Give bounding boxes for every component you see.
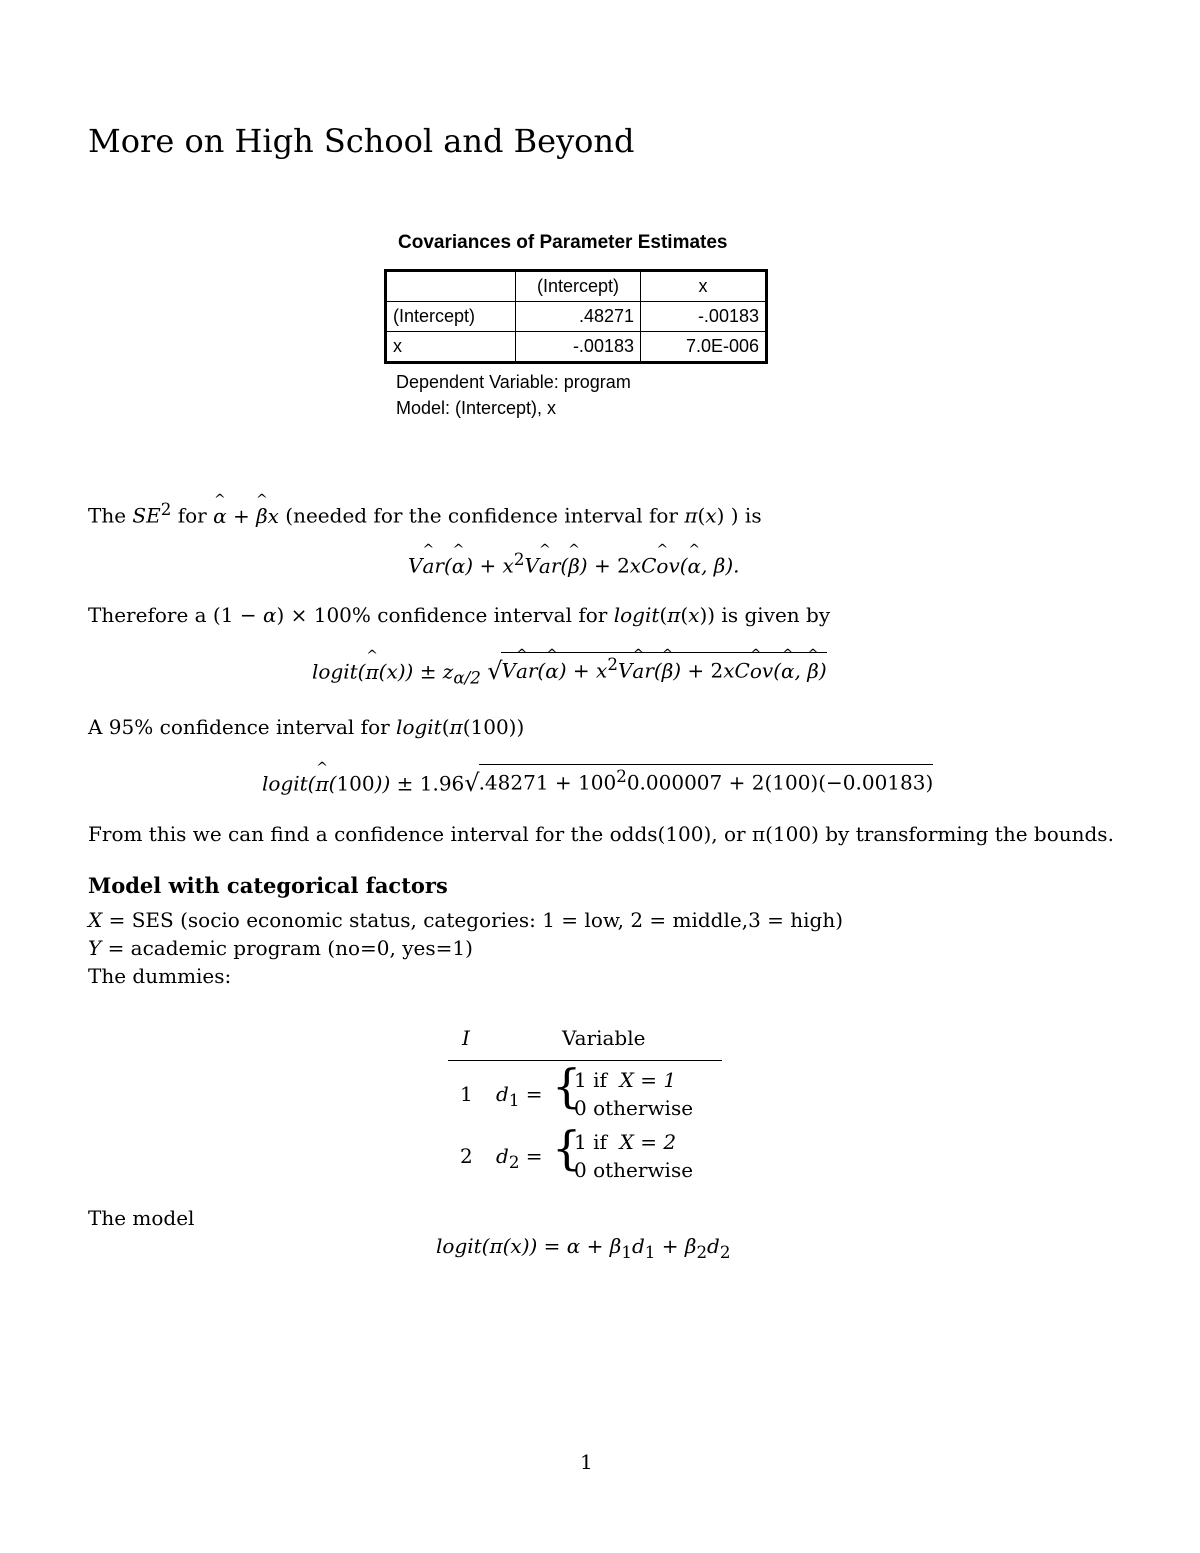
ci-formula: logit(^ $\pi(x)) \pm z_{\alpha/2}$ √ V^ ar(^ $\alpha) + x^2V\^{}$ ar(^ β) + 2xC^ ov(^ α, ^ β) <box>312 652 827 688</box>
header-cell <box>386 271 516 302</box>
model-formula: logit(π(x)) = $\alpha + \beta_1d_1 + \beta_2d_2$ <box>436 1234 731 1262</box>
text: is given by <box>721 603 831 627</box>
column-header: Variable <box>562 1026 646 1050</box>
dependent-variable-note: Dependent Variable: program <box>396 372 631 392</box>
row-label: x <box>386 332 516 363</box>
covariance-caption: Covariances of Parameter Estimates <box>398 232 728 253</box>
page-number: 1 <box>580 1450 593 1474</box>
header-cell: (Intercept) <box>516 271 641 302</box>
table-row <box>448 1061 722 1123</box>
y-definition: Y = academic program (no=0, yes=1) <box>88 936 473 960</box>
row-number: 2 <box>460 1144 473 1168</box>
text: 0.000007 + 2(100)(−0.00183) <box>626 770 934 795</box>
model-label: The model <box>88 1206 195 1230</box>
table-cell: 7.0E-006 <box>641 332 767 363</box>
if-case: 1 if X = 2 <box>574 1130 677 1154</box>
text: (needed for the confidence interval for <box>285 503 678 528</box>
dummies-label: The dummies: <box>88 964 232 988</box>
dummies-table <box>448 1022 722 1185</box>
x-definition: X = SES (socio economic status, categories: 1 = low, 2 = middle,3 = high) <box>88 908 844 932</box>
section-heading: Model with categorical factors <box>88 873 448 898</box>
therefore-sentence: Therefore a (1 − α) × 100% confidence interval for logit(π(x)) is given by <box>88 603 831 627</box>
text: = academic program (no=0, yes=1) <box>107 936 473 960</box>
model-note: Model: (Intercept), x <box>396 398 557 418</box>
ci95-formula: logit(^ π(100)) ± 1.96 √ $.48271 + 100^20.000007 + 2(100)(-0.00183)$ <box>262 764 933 796</box>
table-row <box>386 332 767 363</box>
table-row <box>448 1123 722 1185</box>
page-title: More on High School and Beyond <box>88 122 635 160</box>
table-header-row <box>386 271 767 302</box>
row-number: 1 <box>460 1082 473 1106</box>
table-cell: .48271 <box>516 302 641 332</box>
table-row <box>386 302 767 332</box>
se-sentence: The $SE^2$ for ^ α + ^ βx (needed for the confidence interval for π(x) ) is <box>88 500 762 528</box>
text: A 95% confidence interval for <box>88 715 390 739</box>
text: = SES (socio economic status, categories: 1 = low, 2 = middle,3 = high) <box>108 908 844 932</box>
text: Therefore a <box>88 603 207 627</box>
row-label: (Intercept) <box>386 302 516 332</box>
transform-sentence: From this we can find a confidence interval for the odds(100), or π(100) by transforming the bounds. <box>88 822 1114 846</box>
table-cell: -.00183 <box>641 302 767 332</box>
dummies-header <box>448 1022 722 1061</box>
table-cell: -.00183 <box>516 332 641 363</box>
ci95-sentence: A 95% confidence interval for logit(π(100)) <box>88 715 525 739</box>
dummy-variable: $d_1$ = <box>496 1082 543 1110</box>
header-cell: x <box>641 271 767 302</box>
left-brace-icon: { <box>552 1059 582 1113</box>
covariance-table <box>384 269 768 364</box>
variance-formula: V^ ar(^ $\alpha) + x^2V\^{}$ ar(^ β) + 2xC^ ov(^ α, β). <box>408 550 740 578</box>
left-brace-icon: { <box>552 1121 582 1175</box>
text: for <box>177 503 207 528</box>
text: .48271 + 100 <box>478 770 617 795</box>
dummy-variable: $d_2$ = <box>496 1144 543 1172</box>
text: ) is <box>730 503 762 528</box>
otherwise-case: 0 otherwise <box>574 1096 694 1120</box>
if-case: 1 if X = 1 <box>574 1068 677 1092</box>
multiplier: 1.96 <box>419 771 465 796</box>
text: 100% confidence interval for <box>313 603 608 627</box>
column-header: I <box>462 1026 470 1050</box>
otherwise-case: 0 otherwise <box>574 1158 694 1182</box>
text: The <box>88 503 127 528</box>
